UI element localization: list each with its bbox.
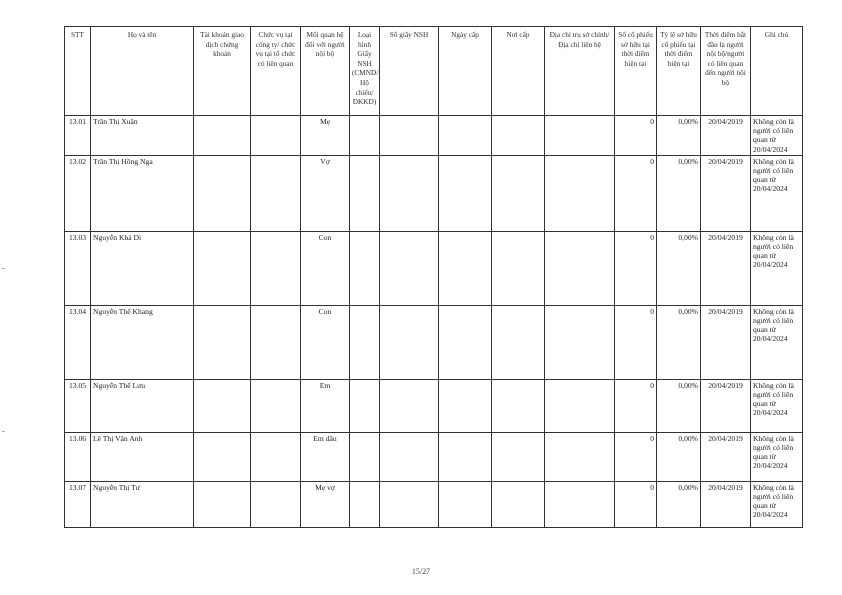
row-shares: 0 <box>615 432 657 481</box>
row-position <box>251 481 301 527</box>
row-stt: 13.03 <box>65 231 91 305</box>
row-trading-account <box>194 379 251 432</box>
row-ratio: 0,00% <box>657 231 701 305</box>
row-issue-place <box>492 481 545 527</box>
row-shares: 0 <box>615 231 657 305</box>
row-name: Nguyễn Thị Tư <box>91 481 194 527</box>
row-id-type <box>350 379 380 432</box>
row-id-type <box>350 432 380 481</box>
table-row <box>65 432 803 481</box>
row-start-date: 20/04/2019 <box>701 379 751 432</box>
table-row <box>65 481 803 527</box>
row-position <box>251 432 301 481</box>
row-start-date: 20/04/2019 <box>701 305 751 379</box>
row-issue-place <box>492 155 545 231</box>
row-relationship: Mẹ vợ <box>301 481 350 527</box>
table-row <box>65 379 803 432</box>
row-note: Không còn là người có liên quan từ 20/04/2024 <box>751 305 803 379</box>
table-row <box>65 305 803 379</box>
row-issue-date <box>439 432 492 481</box>
row-position <box>251 305 301 379</box>
row-stt: 13.07 <box>65 481 91 527</box>
table-header-row <box>65 27 803 116</box>
row-trading-account <box>194 305 251 379</box>
row-note: Không còn là người có liên quan từ 20/04/2024 <box>751 481 803 527</box>
row-id-number <box>380 379 439 432</box>
row-start-date: 20/04/2019 <box>701 481 751 527</box>
row-stt: 13.06 <box>65 432 91 481</box>
row-name: Nguyễn Khả Di <box>91 231 194 305</box>
row-trading-account <box>194 231 251 305</box>
header-id-type: Loại hình Giấy NSH (CMND/ Hộ chiếu/ ĐKKD) <box>350 27 380 116</box>
margin-mark <box>2 431 5 432</box>
row-id-number <box>380 432 439 481</box>
row-id-number <box>380 116 439 156</box>
row-stt: 13.05 <box>65 379 91 432</box>
row-id-type <box>350 116 380 156</box>
row-relationship: Con <box>301 305 350 379</box>
row-ratio: 0,00% <box>657 155 701 231</box>
row-start-date: 20/04/2019 <box>701 231 751 305</box>
header-relationship: Mối quan hệ đối với người nội bộ <box>301 27 350 116</box>
row-address <box>545 481 615 527</box>
row-issue-place <box>492 305 545 379</box>
row-start-date: 20/04/2019 <box>701 432 751 481</box>
row-id-number <box>380 305 439 379</box>
row-name: Trần Thị Hồng Nga <box>91 155 194 231</box>
row-note: Không còn là người có liên quan từ 20/04/2024 <box>751 231 803 305</box>
row-address <box>545 432 615 481</box>
row-id-number <box>380 231 439 305</box>
row-relationship: Con <box>301 231 350 305</box>
row-name: Nguyễn Thế Khang <box>91 305 194 379</box>
row-issue-date <box>439 155 492 231</box>
header-address: Địa chỉ trụ sở chính/Địa chỉ liên hệ <box>545 27 615 116</box>
row-position <box>251 379 301 432</box>
row-issue-date <box>439 231 492 305</box>
header-issue-date: Ngày cấp <box>439 27 492 116</box>
row-issue-date <box>439 116 492 156</box>
row-ratio: 0,00% <box>657 116 701 156</box>
row-note: Không còn là người có liên quan từ 20/04/2024 <box>751 155 803 231</box>
row-address <box>545 379 615 432</box>
row-id-type <box>350 231 380 305</box>
page-number: 15/27 <box>411 567 431 576</box>
row-issue-place <box>492 231 545 305</box>
row-stt: 13.01 <box>65 116 91 156</box>
row-relationship: Em dâu <box>301 432 350 481</box>
row-trading-account <box>194 432 251 481</box>
row-stt: 13.04 <box>65 305 91 379</box>
header-issue-place: Nơi cấp <box>492 27 545 116</box>
row-relationship: Mẹ <box>301 116 350 156</box>
related-persons-table <box>64 26 803 528</box>
row-shares: 0 <box>615 481 657 527</box>
row-start-date: 20/04/2019 <box>701 155 751 231</box>
row-address <box>545 231 615 305</box>
row-name: Lê Thị Vân Anh <box>91 432 194 481</box>
row-shares: 0 <box>615 305 657 379</box>
row-issue-date <box>439 379 492 432</box>
row-trading-account <box>194 155 251 231</box>
row-position <box>251 155 301 231</box>
row-ratio: 0,00% <box>657 379 701 432</box>
margin-mark <box>2 268 5 269</box>
row-id-number <box>380 155 439 231</box>
row-position <box>251 116 301 156</box>
row-trading-account <box>194 481 251 527</box>
row-name: Trần Thị Xuân <box>91 116 194 156</box>
row-issue-place <box>492 379 545 432</box>
header-ownership-ratio: Tỷ lệ sở hữu cổ phiếu tại thời điểm hiện tại <box>657 27 701 116</box>
row-ratio: 0,00% <box>657 481 701 527</box>
row-id-number <box>380 481 439 527</box>
row-id-type <box>350 155 380 231</box>
header-id-number: Số giấy NSH <box>380 27 439 116</box>
row-note: Không còn là người có liên quan từ 20/04/2024 <box>751 432 803 481</box>
row-issue-date <box>439 305 492 379</box>
row-shares: 0 <box>615 379 657 432</box>
header-full-name: Họ và tên <box>91 27 194 116</box>
row-id-type <box>350 481 380 527</box>
row-relationship: Vợ <box>301 155 350 231</box>
header-notes: Ghi chú <box>751 27 803 116</box>
row-address <box>545 305 615 379</box>
row-id-type <box>350 305 380 379</box>
header-trading-account: Tài khoản giao dịch chứng khoán <box>194 27 251 116</box>
row-start-date: 20/04/2019 <box>701 116 751 156</box>
row-name: Nguyễn Thế Lưu <box>91 379 194 432</box>
header-start-time: Thời điểm bắt đầu là người nội bộ/người có liên quan đến người nội bộ <box>701 27 751 116</box>
row-shares: 0 <box>615 116 657 156</box>
row-position <box>251 231 301 305</box>
row-shares: 0 <box>615 155 657 231</box>
row-note: Không còn là người có liên quan từ 20/04/2024 <box>751 116 803 156</box>
table-row <box>65 231 803 305</box>
row-relationship: Em <box>301 379 350 432</box>
row-stt: 13.02 <box>65 155 91 231</box>
row-trading-account <box>194 116 251 156</box>
row-note: Không còn là người có liên quan từ 20/04/2024 <box>751 379 803 432</box>
header-position: Chức vụ tại công ty/ chức vụ tại tổ chức có liên quan <box>251 27 301 116</box>
header-shares-owned: Số cổ phiếu sở hữu tại thời điểm hiện tại <box>615 27 657 116</box>
row-issue-place <box>492 432 545 481</box>
row-issue-date <box>439 481 492 527</box>
table-row <box>65 155 803 231</box>
row-address <box>545 116 615 156</box>
row-ratio: 0,00% <box>657 305 701 379</box>
row-ratio: 0,00% <box>657 432 701 481</box>
header-stt: STT <box>65 27 91 116</box>
row-address <box>545 155 615 231</box>
row-issue-place <box>492 116 545 156</box>
table-row <box>65 116 803 156</box>
